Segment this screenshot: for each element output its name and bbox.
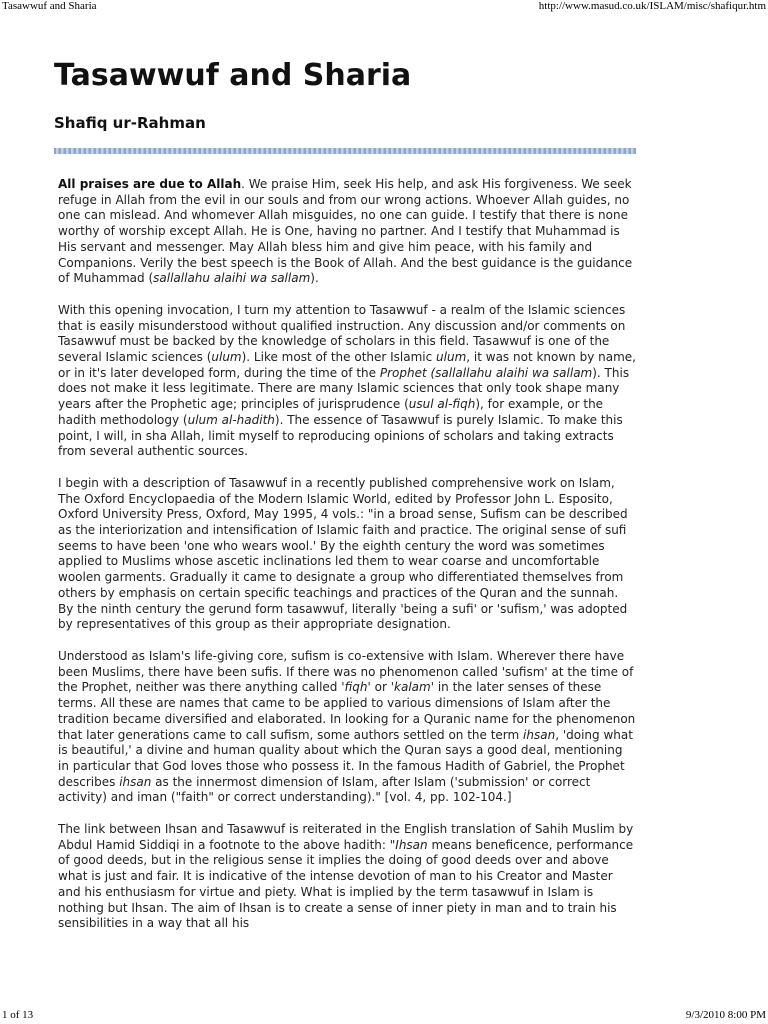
paragraph-oxford-encyclopaedia: I begin with a description of Tasawwuf in a recently published comprehensive work on Islam, The Oxford Encyclopaedia of the Modern Islamic World, edited by Professor John L. Esposito, Oxford University Press, Oxford, May 1995, 4 vols.: "in a broad sense, Sufism can be described as the interiorization and intensification of Islamic faith and practice. The original sense of sufi seems to have been 'one who wears wool.' By the eighth century the word was sometimes applied to Muslims whose ascetic inclinations led them to wear coarse and uncomfortable woolen garments. Gradually it came to designate a group who differentiated themselves from others by emphasis on certain specific teachings and practices of the Quran and the sunnah. By the ninth century the gerund form tasawwuf, literally 'being a sufi' or 'sufism,' was adopted by representatives of this group as their appropriate designation. [58,475,628,632]
header-url[interactable]: http://www.masud.co.uk/ISLAM/misc/shafiqur.htm [538,0,766,12]
article-title: Tasawwuf and Sharia [54,58,412,93]
paragraph-invocation: All praises are due to Allah. We praise Him, seek His help, and ask His forgiveness. We seek refuge in Allah from the evil in our souls and from our wrong actions. Whoever Allah guides, no one can mislead. And whomever Allah misguides, no one can guide. I testify that there is none worthy of worship except Allah. He is One, having no partner. And I testify that Muhammad is His servant and messenger. May Allah bless him and give him peace, with his family and Companions. Verily the best speech is the Book of Allah. And the best guidance is the guidance of Muhammad (sallallahu alaihi wa sallam). [58,177,633,286]
header-page-title: Tasawwuf and Sharia [2,0,97,12]
paragraph-ihsan-link: The link between Ihsan and Tasawwuf is reiterated in the English translation of Sahih Muslim by Abdul Hamid Siddiqi in a footnote to the above hadith: "Ihsan means beneficence, performance of good deeds, but in the religious sense it implies the doing of good deeds over and above what is just and fair. It is indicative of the intense devotion of man to his Creator and Master and his enthusiasm for virtue and piety. What is implied by the term tasawwuf in Islam is nothing but Ihsan. The aim of Ihsan is to create a sense of inner piety in man and to train his sensibilities in a way that all his [58,822,634,931]
page-counter: 1 of 13 [2,1009,34,1021]
lead-phrase: All praises are due to Allah [58,177,242,191]
print-timestamp: 9/3/2010 8:00 PM [685,1009,766,1021]
paragraph-sufism-core: Understood as Islam's life-giving core, sufism is co-extensive with Islam. Wherever there have been Muslims, there have been sufis. If there was no phenomenon called 'sufism' at the time of the Prophet, neither was there anything called 'fiqh' or 'kalam' in the later senses of these terms. All these are names that came to be applied to various dimensions of Islam after the tradition became diversified and elaborated. In looking for a Quranic name for the phenomenon that later generations came to call sufism, some authors settled on the term ihsan, 'doing what is beautiful,' a divine and human quality about which the Quran says a good deal, mentioning in particular that God loves those who possess it. In the famous Hadith of Gabriel, the Prophet describes ihsan as the innermost dimension of Islam, after Islam ('submission' or correct activity) and iman ("faith" or correct understanding)." [vol. 4, pp. 102-104.] [58,648,636,805]
print-footer [0,1009,768,1023]
article-author: Shafiq ur-Rahman [54,114,206,132]
divider-bar [54,148,636,154]
print-header [0,0,768,14]
paragraph-introduction: With this opening invocation, I turn my attention to Tasawwuf - a realm of the Islamic sciences that is easily misunderstood without qualified instruction. Any discussion and/or comments on Tasawwuf must be backed by the knowledge of scholars in this field. Tasawwuf is one of the several Islamic sciences (ulum). Like most of the other Islamic ulum, it was not known by name, or in it's later developed form, during the time of the Prophet (sallallahu alaihi wa sallam). This does not make it less legitimate. There are many Islamic sciences that only took shape many years after the Prophetic age; principles of jurisprudence (usul al-fiqh), for example, or the hadith methodology (ulum al-hadith). The essence of Tasawwuf is purely Islamic. To make this point, I will, in sha Allah, limit myself to reproducing opinions of scholars and taking extracts from several authentic sources. [58,302,636,459]
article-body [58,177,636,948]
